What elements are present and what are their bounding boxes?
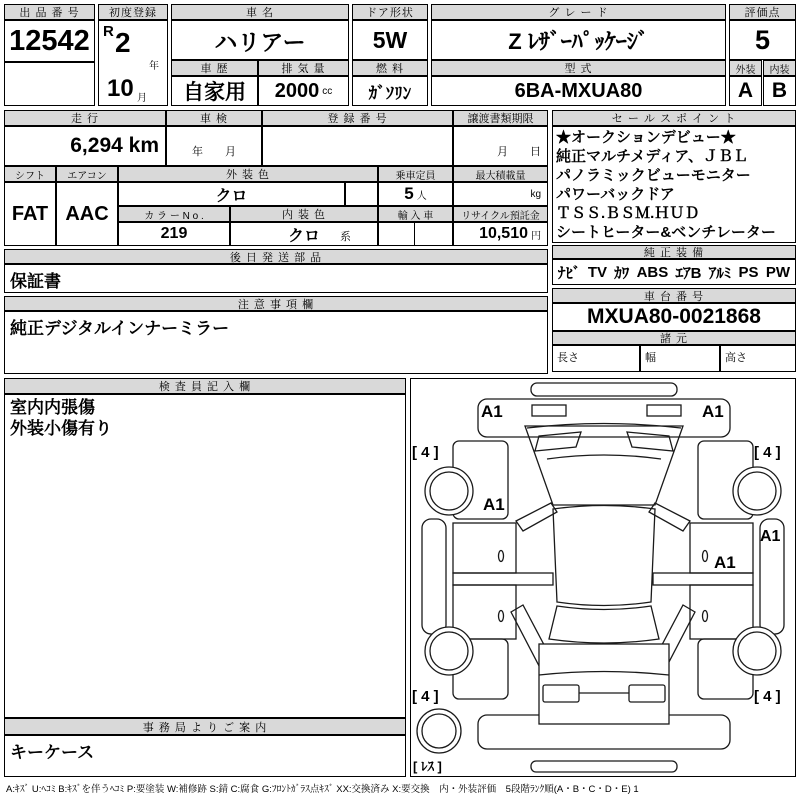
sales-points-label: セ ー ル ス ポ イ ン ト — [552, 110, 796, 126]
shift-value: FAT — [4, 182, 56, 246]
door-handle — [703, 611, 708, 622]
lot-number-value: 12542 — [4, 20, 95, 62]
door-shape-value: 5W — [352, 20, 428, 60]
equipment-item: TV — [587, 263, 607, 281]
car-name-label: 車 名 — [171, 4, 349, 20]
registration-number-value — [262, 126, 453, 166]
inspection-label: 車 検 — [166, 110, 262, 126]
grade-value: Z ﾚｻﾞｰﾊﾟｯｹｰｼﾞ — [431, 20, 726, 60]
score-label: 評価点 — [729, 4, 796, 20]
damage-mark-fender-left: A1 — [483, 495, 505, 514]
grade-label: グ レ ー ド — [431, 4, 726, 20]
reg-month-value: 10 — [107, 75, 134, 102]
front-door-left — [453, 523, 516, 573]
spec-height-cell: 高さ — [720, 345, 796, 372]
a-pillar-left — [516, 503, 557, 531]
damage-diagram — [410, 378, 796, 777]
rear-lower-strip — [531, 761, 677, 772]
rear-window — [549, 606, 659, 643]
damage-mark-rocker-right: A1 — [760, 528, 781, 545]
chassis-number-value: MXUA80-0021868 — [552, 303, 796, 331]
wheel-rear-left — [425, 627, 473, 675]
import-car-label: 輸 入 車 — [378, 206, 453, 222]
door-handle — [703, 551, 708, 562]
era-value: R — [103, 23, 114, 40]
spec-length-cell: 長さ — [552, 345, 640, 372]
sales-point-line: ＴＳＳ.ＢＳＭ.ＨＵＤ — [556, 205, 700, 222]
later-parts-content: 保証書 — [4, 264, 548, 293]
tire-mark-front-right: [ 4 ] — [754, 444, 781, 461]
equipment-item: PW — [765, 263, 790, 281]
shift-label: シフト — [4, 166, 56, 182]
inspector-line: 外装小傷有り — [10, 419, 112, 438]
recycle-deposit-unit: 円 — [531, 230, 541, 242]
displacement-number: 2000 — [274, 79, 320, 102]
transfer-deadline-label: 譲渡書類期限 — [453, 110, 548, 126]
equipment-item: ﾅﾋﾞ — [558, 264, 581, 282]
displacement-value — [258, 76, 349, 106]
color-no-value: 219 — [118, 222, 230, 246]
exterior-grade-value: A — [729, 76, 762, 106]
front-panel — [478, 399, 730, 437]
office-info-content: キーケース — [4, 735, 406, 777]
sales-point-line: ★オークションデビュー★ — [556, 129, 736, 146]
wheel-front-left — [425, 467, 473, 515]
wheel-front-right — [733, 467, 781, 515]
registration-number-label: 登 録 番 号 — [262, 110, 453, 126]
capacity-value — [378, 182, 453, 206]
equipment-item: ｴｱB — [675, 264, 702, 282]
exterior-grade-label: 外装 — [729, 60, 762, 76]
import-car-value-right — [414, 222, 453, 246]
car-name-value: ハリアー — [171, 20, 349, 60]
recycle-deposit-label: リサイクル預託金 — [453, 206, 548, 222]
interior-color-name: クロ — [287, 227, 320, 245]
import-car-value-left — [378, 222, 415, 246]
b-pillar-band-left — [453, 573, 553, 585]
sales-point-line: パワーバックドア — [556, 186, 675, 203]
reg-year-unit: 年 — [149, 61, 159, 72]
lot-empty-box — [4, 62, 95, 106]
b-pillar-band-right — [653, 573, 753, 585]
car-history-label: 車 歴 — [171, 60, 258, 76]
equipment-content — [552, 259, 796, 285]
tire-mark-rear-left: [ 4 ] — [412, 688, 439, 705]
wheel-rear-right — [733, 627, 781, 675]
max-load-value: kg — [453, 182, 548, 206]
rocker-panel-left — [422, 519, 446, 634]
equipment-item: ABS — [636, 263, 669, 281]
capacity-number: 5 — [404, 184, 414, 203]
first-registration-value — [98, 20, 168, 106]
spare-tire-mark: [ ﾚｽ ] — [413, 759, 442, 774]
inspector-label: 検 査 員 記 入 欄 — [4, 378, 406, 394]
aircon-value: AAC — [56, 182, 118, 246]
mileage-label: 走 行 — [4, 110, 166, 126]
exterior-color-sub-box — [345, 182, 378, 206]
fuel-value: ｶﾞｿﾘﾝ — [352, 76, 428, 106]
recycle-deposit-number: 10,510 — [479, 225, 528, 242]
office-info-label: 事 務 局 よ り ご 案 内 — [4, 718, 406, 735]
capacity-label: 乗車定員 — [378, 166, 453, 182]
damage-mark-front-right: A1 — [702, 402, 724, 421]
tailgate — [539, 644, 669, 724]
door-shape-label: ドア形状 — [352, 4, 428, 20]
interior-grade-label: 内装 — [763, 60, 796, 76]
sales-points-content — [552, 126, 796, 243]
reg-year-value: 2 — [115, 27, 131, 58]
equipment-item: ｱﾙﾐ — [708, 264, 732, 282]
equipment-item: PS — [738, 263, 759, 281]
hood-line — [547, 455, 661, 459]
aircon-label: エアコン — [56, 166, 118, 182]
damage-mark-door-right: A1 — [714, 553, 736, 572]
tire-mark-rear-right: [ 4 ] — [754, 688, 781, 705]
inspector-line: 室内内張傷 — [10, 398, 95, 417]
interior-grade-value: B — [763, 76, 796, 106]
recycle-deposit-value — [453, 222, 548, 246]
displacement-unit: cc — [322, 85, 333, 97]
notes-content: 純正デジタルインナーミラー — [4, 311, 548, 374]
exterior-color-label: 外 装 色 — [118, 166, 378, 182]
damage-code-legend: A:ｷｽﾞ U:ﾍｺﾐ B:ｷｽﾞを伴うﾍｺﾐ P:要塗装 W:補修跡 S:錆 C:腐食 G:ﾌﾛﾝﾄｶﾞﾗｽ点ｷｽﾞ XX:交換済み X:要交換 内・外装評価 5段階ﾗﾝｸ順(A・B・C・D・E) 1 — [6, 784, 639, 795]
exterior-color-value: クロ — [118, 182, 345, 206]
sales-point-line: 純正マルチメディア、ＪＢＬ — [556, 148, 749, 165]
spare-tire — [417, 709, 461, 753]
displacement-label: 排 気 量 — [258, 60, 349, 76]
capacity-unit: 人 — [416, 190, 427, 202]
door-handle — [499, 551, 504, 562]
car-history-value: 自家用 — [171, 76, 258, 106]
interior-color-suffix: 系 — [340, 231, 351, 243]
later-parts-label: 後 日 発 送 部 品 — [4, 249, 548, 264]
front-bumper-strip — [531, 383, 677, 396]
damage-mark-front-left: A1 — [481, 402, 503, 421]
reg-month-unit: 月 — [137, 93, 147, 104]
car-top-view-drawing — [411, 379, 795, 776]
color-no-label: カ ラ ー N o . — [118, 206, 230, 222]
lot-number-label: 出 品 番 号 — [4, 4, 95, 20]
score-value: 5 — [729, 20, 796, 60]
door-handle — [499, 611, 504, 622]
mileage-value: 6,294 km — [4, 126, 166, 166]
max-load-label: 最大積載量 — [453, 166, 548, 182]
inspector-content — [4, 394, 406, 718]
windshield — [525, 426, 683, 505]
interior-color-value — [230, 222, 378, 246]
spec-width-cell: 幅 — [640, 345, 720, 372]
sales-point-line: シートヒーター&ベンチレーター — [556, 224, 776, 241]
transfer-deadline-value: 月 日 — [453, 126, 548, 166]
model-code-label: 型 式 — [431, 60, 726, 76]
interior-color-label: 内 装 色 — [230, 206, 378, 222]
chassis-number-label: 車 台 番 号 — [552, 288, 796, 303]
first-registration-label: 初度登録 — [98, 4, 168, 20]
specs-label: 諸 元 — [552, 331, 796, 345]
inspection-value: 年 月 — [166, 126, 262, 166]
equipment-label: 純 正 装 備 — [552, 245, 796, 259]
tire-mark-front-left: [ 4 ] — [412, 444, 439, 461]
roof-panel — [553, 506, 655, 606]
notes-label: 注 意 事 項 欄 — [4, 296, 548, 311]
sales-point-line: パノラミックビューモニター — [556, 167, 751, 184]
equipment-item: ｶﾜ — [614, 264, 630, 282]
model-code-value: 6BA-MXUA80 — [431, 76, 726, 106]
fuel-label: 燃 料 — [352, 60, 428, 76]
